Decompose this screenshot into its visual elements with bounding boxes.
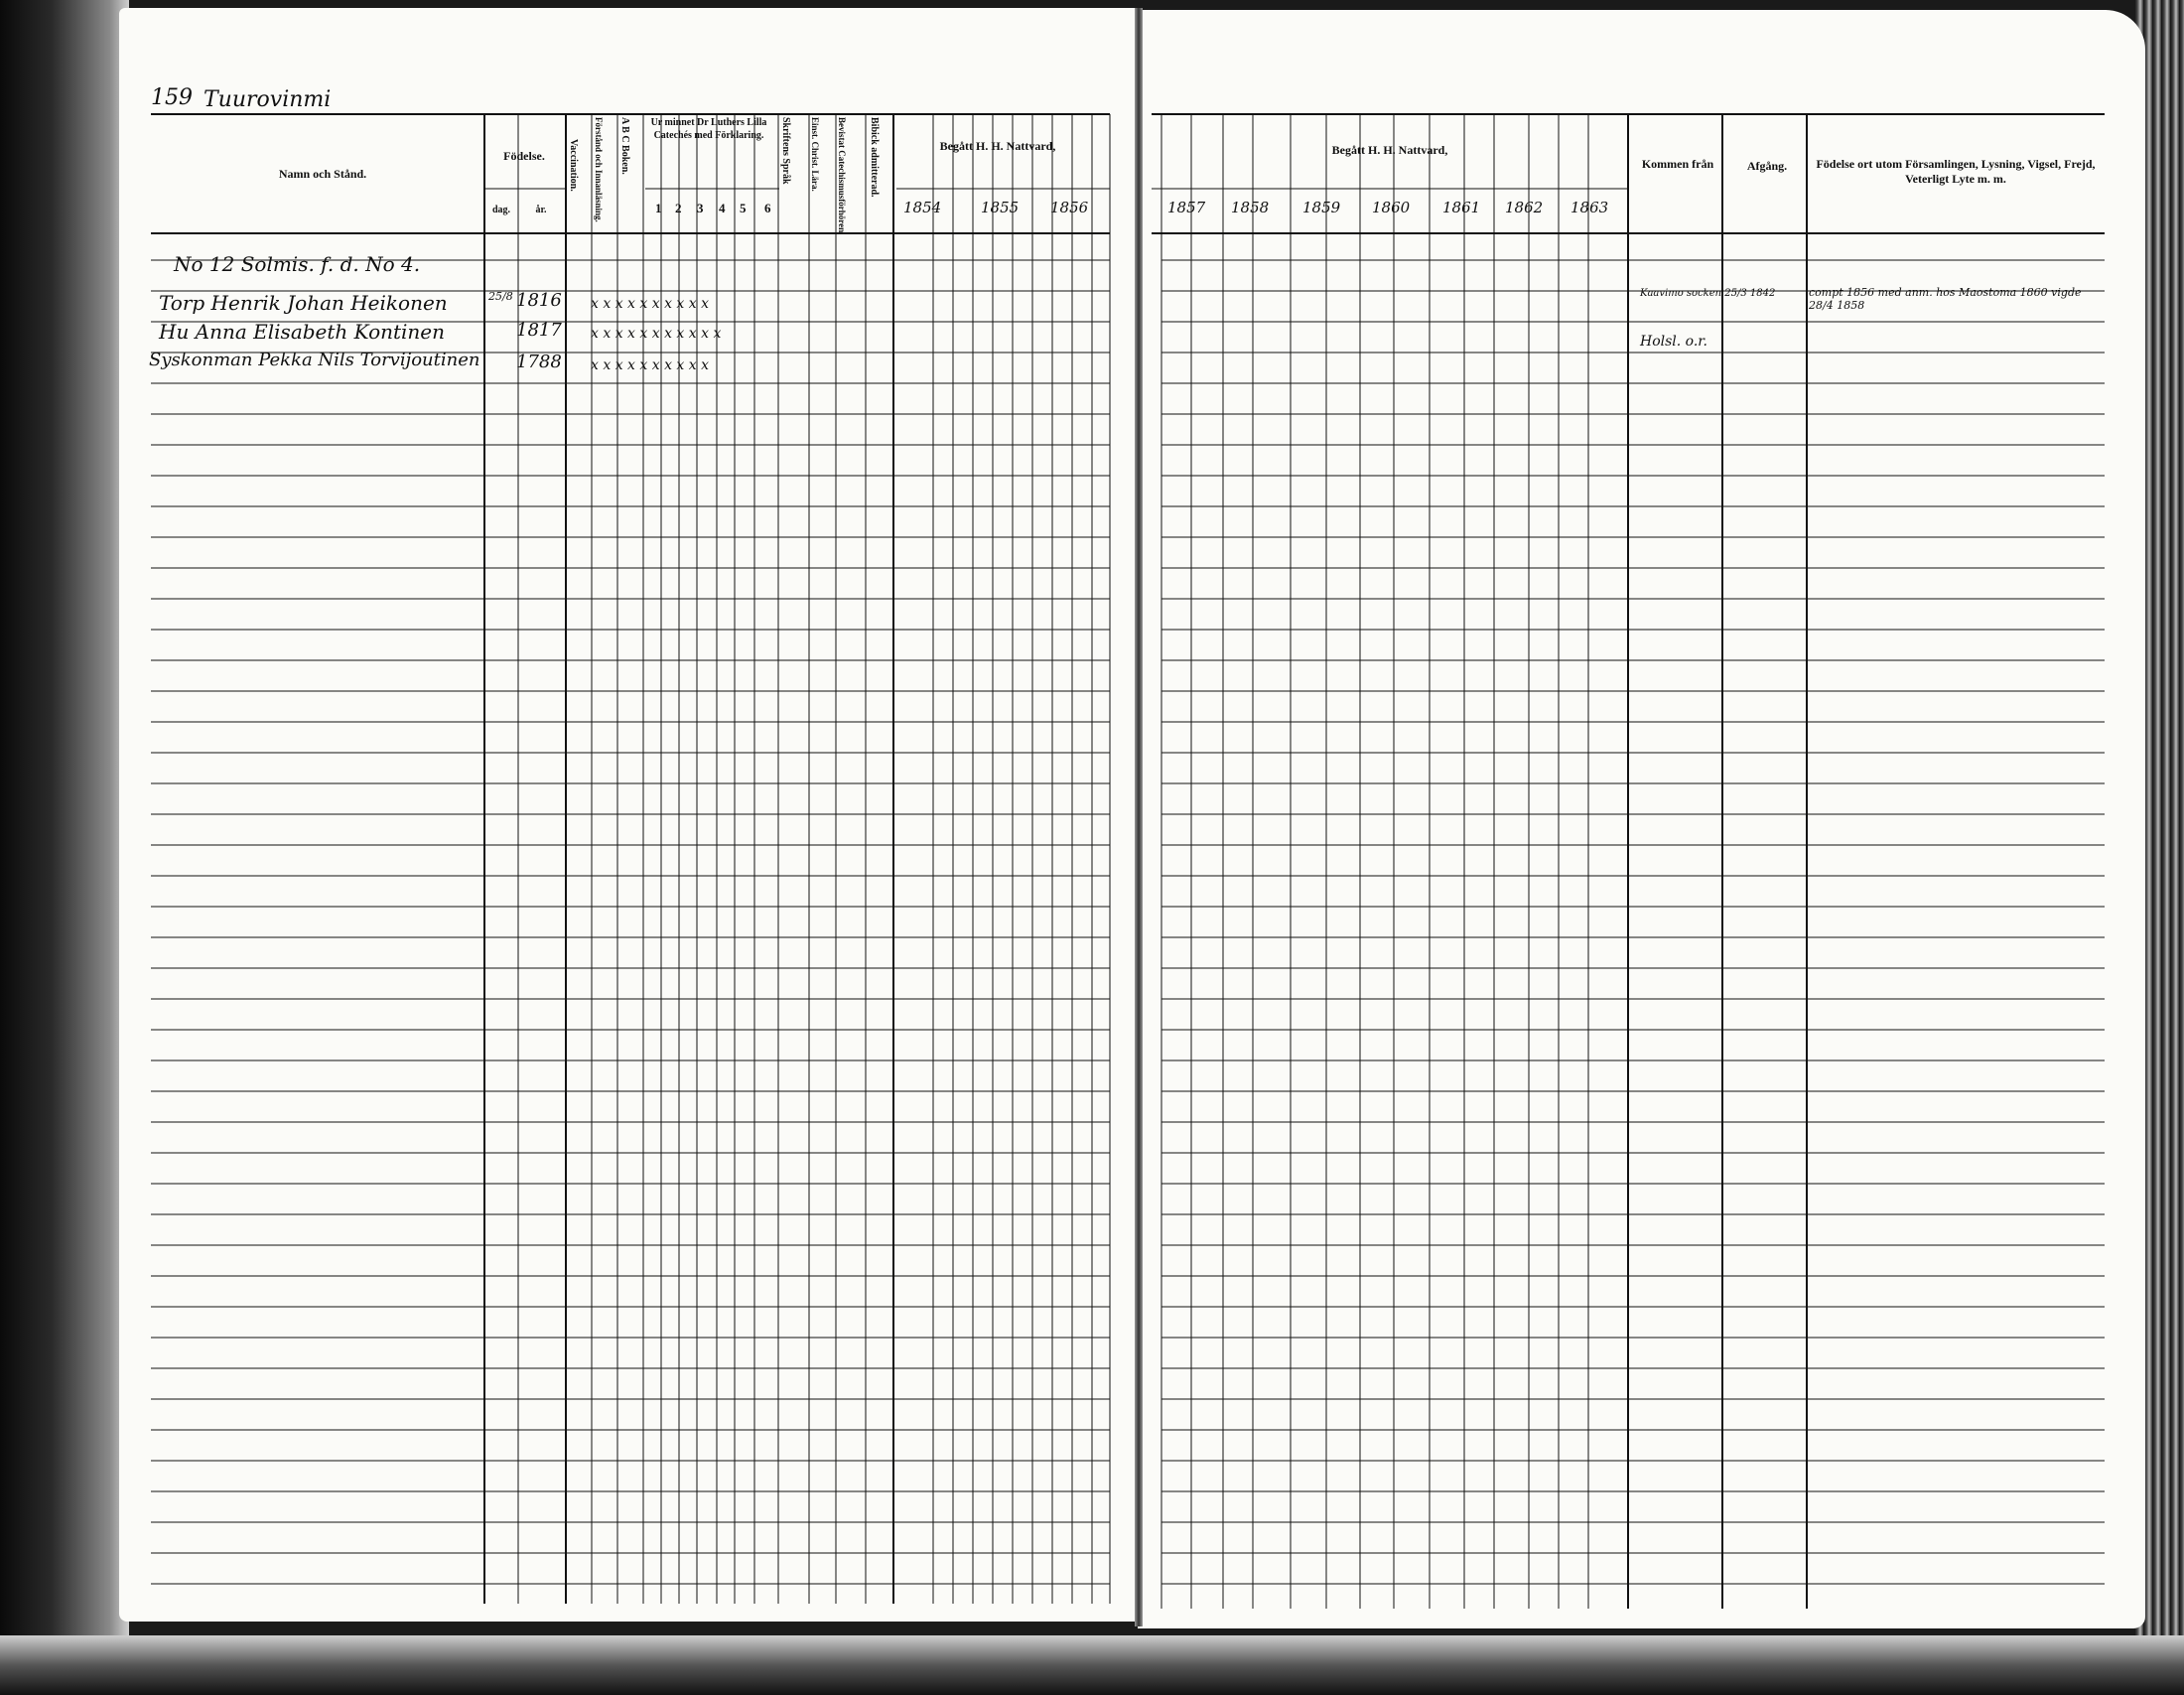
entry-4-marks: x x x x x x x x x x xyxy=(591,357,710,373)
entry-4-year: 1788 xyxy=(516,352,562,372)
entry-2-day: 25/8 xyxy=(488,290,513,303)
nattvard-year-1858: 1858 xyxy=(1231,199,1270,216)
entry-2-year: 1816 xyxy=(516,290,562,311)
fodelse-header: Födelse. xyxy=(503,149,545,163)
nattvard-year-1854: 1854 xyxy=(903,199,942,216)
entry-4-name: Syskonman Pekka Nils Torvijoutinen xyxy=(149,350,480,370)
remarks-header: Födelse ort utom Församlingen, Lysning, Vigsel, Frejd, Veterligt Lyte m. m. xyxy=(1816,157,2096,186)
catechism-part-6: 6 xyxy=(764,201,771,215)
entry-4-kommen: Holsl. o.r. xyxy=(1640,334,1707,350)
vaccination-header: Vaccination. xyxy=(568,139,579,192)
biblick-header: Bibick admitterad. xyxy=(869,117,880,198)
nattvard-year-1860: 1860 xyxy=(1372,199,1411,216)
entry-3-marks: x x x x x x x x x x x xyxy=(591,326,722,342)
page-number: 159 xyxy=(151,85,193,110)
village-name: Tuurovinmi xyxy=(204,87,332,112)
nattvard-year-1857: 1857 xyxy=(1167,199,1206,216)
nattvard-header-left: Begått H. H. Nattvard, xyxy=(939,139,1056,153)
nattvard-year-1856: 1856 xyxy=(1050,199,1089,216)
catechism-part-2: 2 xyxy=(675,201,682,215)
fodelse-ar-label: år. xyxy=(535,205,547,215)
entry-2-remarks: compt 1856 med anm. hos Maostoma 1860 vigde 28/4 1858 xyxy=(1809,286,2082,312)
catechism-part-3: 3 xyxy=(697,201,704,215)
christ-header: Einst. Christ. Lära. xyxy=(810,117,820,192)
catechism-part-1: 1 xyxy=(655,201,662,215)
abc-header: A B C Boken. xyxy=(619,117,630,175)
entry-2-name: Torp Henrik Johan Heikonen xyxy=(159,291,448,315)
nattvard-year-1859: 1859 xyxy=(1302,199,1341,216)
entry-2-marks: x x x x x x x x x x xyxy=(591,296,710,312)
fodelse-dag-label: dag. xyxy=(491,205,511,215)
entry-3-year: 1817 xyxy=(516,320,562,341)
entry-3-name: Hu Anna Elisabeth Kontinen xyxy=(159,320,446,344)
nattvard-year-1862: 1862 xyxy=(1505,199,1544,216)
skriftens-header: Skriftens Språk xyxy=(780,117,791,185)
nattvard-header-right: Begått H. H. Nattvard, xyxy=(1331,143,1448,157)
forstand-header: Förstånd och Innanläsning. xyxy=(594,117,604,222)
entry-1-name: No 12 Solmis. f. d. No 4. xyxy=(174,252,421,276)
entry-2-kommen: Kaavimo socken 25/3 1842 xyxy=(1640,288,1776,299)
nattvard-year-1855: 1855 xyxy=(981,199,1020,216)
catechism-part-4: 4 xyxy=(719,201,726,215)
name-column-header: Namn och Stånd. xyxy=(278,167,367,181)
catechism-header: Ur minnet Dr Luthers Lilla Catechés med Förklaring. xyxy=(650,117,767,141)
catechism-part-5: 5 xyxy=(740,201,747,215)
bevistat-header: Bevistat Catechismusförhören. xyxy=(837,117,847,235)
nattvard-year-1861: 1861 xyxy=(1442,199,1481,216)
afgang-header: Afgång. xyxy=(1746,159,1788,173)
kommen-header: Kommen från xyxy=(1641,157,1714,171)
nattvard-year-1863: 1863 xyxy=(1570,199,1609,216)
